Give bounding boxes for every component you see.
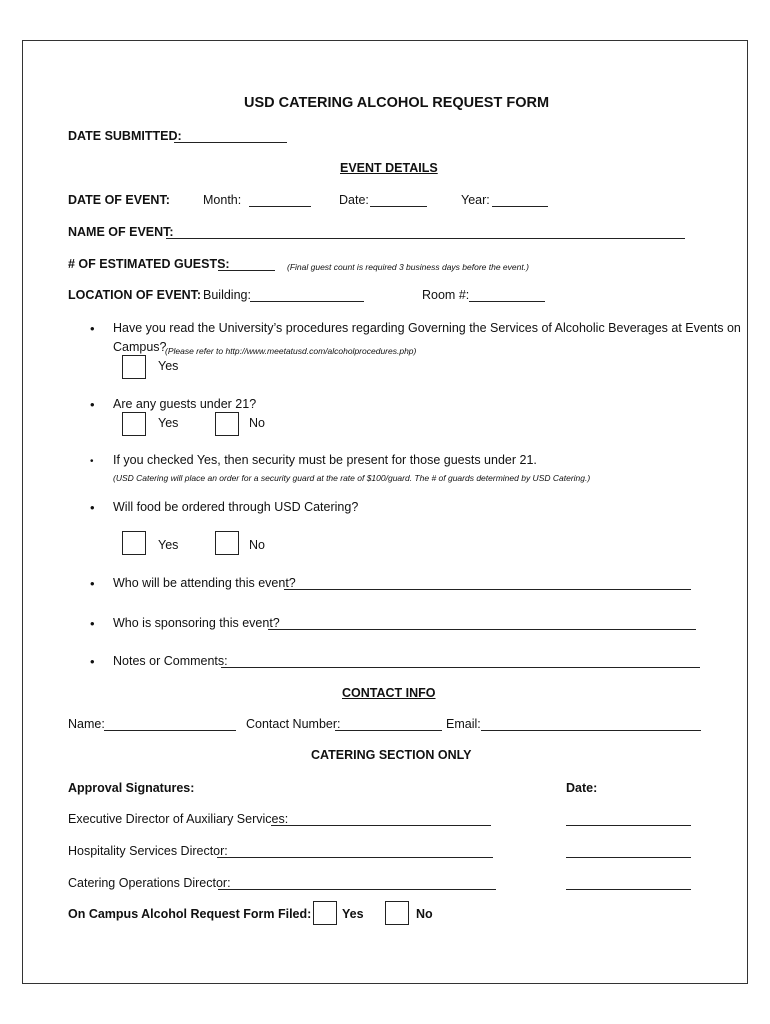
contact-number-field[interactable] — [335, 730, 442, 731]
q4-no-checkbox[interactable] — [215, 531, 239, 555]
room-label: Room #: — [422, 288, 470, 302]
approval-signatures-label: Approval Signatures: — [68, 781, 195, 795]
room-field[interactable] — [469, 301, 545, 302]
year-label: Year: — [461, 193, 490, 207]
email-label: Email: — [446, 717, 481, 731]
q4-yes-checkbox[interactable] — [122, 531, 146, 555]
contact-name-label: Name: — [68, 717, 105, 731]
contact-name-field[interactable] — [104, 730, 236, 731]
name-of-event-field[interactable] — [166, 238, 685, 239]
date-submitted-field[interactable] — [174, 142, 287, 143]
sponsor-field[interactable] — [268, 629, 696, 630]
question-6: Who is sponsoring this event? — [113, 616, 280, 630]
contact-info-header: CONTACT INFO — [342, 686, 436, 700]
location-label: LOCATION OF EVENT: — [68, 288, 202, 302]
estimated-guests-label: # OF ESTIMATED GUESTS: — [68, 257, 230, 271]
exec-director-date-field[interactable] — [566, 825, 691, 826]
month-field[interactable] — [249, 206, 311, 207]
form-filed-no-checkbox[interactable] — [385, 901, 409, 925]
question-7: Notes or Comments: — [113, 654, 228, 668]
guest-count-note: (Final guest count is required 3 business days before the event.) — [287, 262, 529, 272]
q4-yes-label: Yes — [158, 538, 179, 552]
question-3-note: (USD Catering will place an order for a security guard at the rate of $100/guard. The # of guards determined by USD Catering.) — [113, 473, 591, 483]
building-field[interactable] — [250, 301, 364, 302]
bullet-icon: • — [90, 654, 95, 669]
month-label: Month: — [203, 193, 242, 207]
comments-field[interactable] — [221, 667, 700, 668]
catering-section-header: CATERING SECTION ONLY — [311, 748, 472, 762]
q2-yes-label: Yes — [158, 416, 179, 430]
operations-signature-field[interactable] — [218, 889, 496, 890]
bullet-icon: • — [90, 500, 95, 515]
bullet-icon: • — [90, 321, 95, 336]
estimated-guests-field[interactable] — [218, 270, 275, 271]
date-of-event-label: DATE OF EVENT: — [68, 193, 170, 207]
form-filed-yes-label: Yes — [342, 907, 364, 921]
q2-no-checkbox[interactable] — [215, 412, 239, 436]
attendees-field[interactable] — [284, 589, 691, 590]
contact-number-label: Contact Number: — [246, 717, 341, 731]
hospitality-date-field[interactable] — [566, 857, 691, 858]
operations-director-label: Catering Operations Director: — [68, 876, 231, 890]
approval-date-label: Date: — [566, 781, 598, 795]
form-filed-yes-checkbox[interactable] — [313, 901, 337, 925]
name-of-event-label: NAME OF EVENT: — [68, 225, 174, 239]
question-1-line1: Have you read the University’s procedures regarding Governing the Services of Alcoholic Beverages at Events on — [113, 321, 741, 335]
exec-director-signature-field[interactable] — [271, 825, 491, 826]
hospitality-signature-field[interactable] — [217, 857, 493, 858]
building-label: Building: — [203, 288, 251, 302]
bullet-icon: • — [90, 616, 95, 631]
q1-yes-label: Yes — [158, 359, 179, 373]
question-5: Who will be attending this event? — [113, 576, 296, 590]
bullet-icon: • — [90, 397, 95, 412]
q2-no-label: No — [249, 416, 265, 430]
question-3: If you checked Yes, then security must be present for those guests under 21. — [113, 453, 537, 467]
q2-yes-checkbox[interactable] — [122, 412, 146, 436]
event-details-header: EVENT DETAILS — [340, 161, 438, 175]
q4-no-label: No — [249, 538, 265, 552]
date-field[interactable] — [370, 206, 427, 207]
q1-yes-checkbox[interactable] — [122, 355, 146, 379]
question-4: Will food be ordered through USD Catering? — [113, 500, 359, 514]
question-1-line2: Campus? — [113, 340, 167, 354]
form-filed-label: On Campus Alcohol Request Form Filed: — [68, 907, 312, 921]
form-filed-no-label: No — [416, 907, 433, 921]
bullet-icon: • — [90, 576, 95, 591]
hospitality-director-label: Hospitality Services Director: — [68, 844, 228, 858]
bullet-icon: • — [90, 456, 94, 467]
question-1-note: (Please refer to http://www.meetatusd.com/alcoholprocedures.php) — [165, 346, 417, 356]
date-label: Date: — [339, 193, 369, 207]
email-field[interactable] — [481, 730, 701, 731]
question-2: Are any guests under 21? — [113, 397, 257, 411]
date-submitted-label: DATE SUBMITTED: — [68, 129, 182, 143]
exec-director-label: Executive Director of Auxiliary Services: — [68, 812, 289, 826]
year-field[interactable] — [492, 206, 548, 207]
operations-date-field[interactable] — [566, 889, 691, 890]
form-title: USD CATERING ALCOHOL REQUEST FORM — [244, 95, 550, 111]
